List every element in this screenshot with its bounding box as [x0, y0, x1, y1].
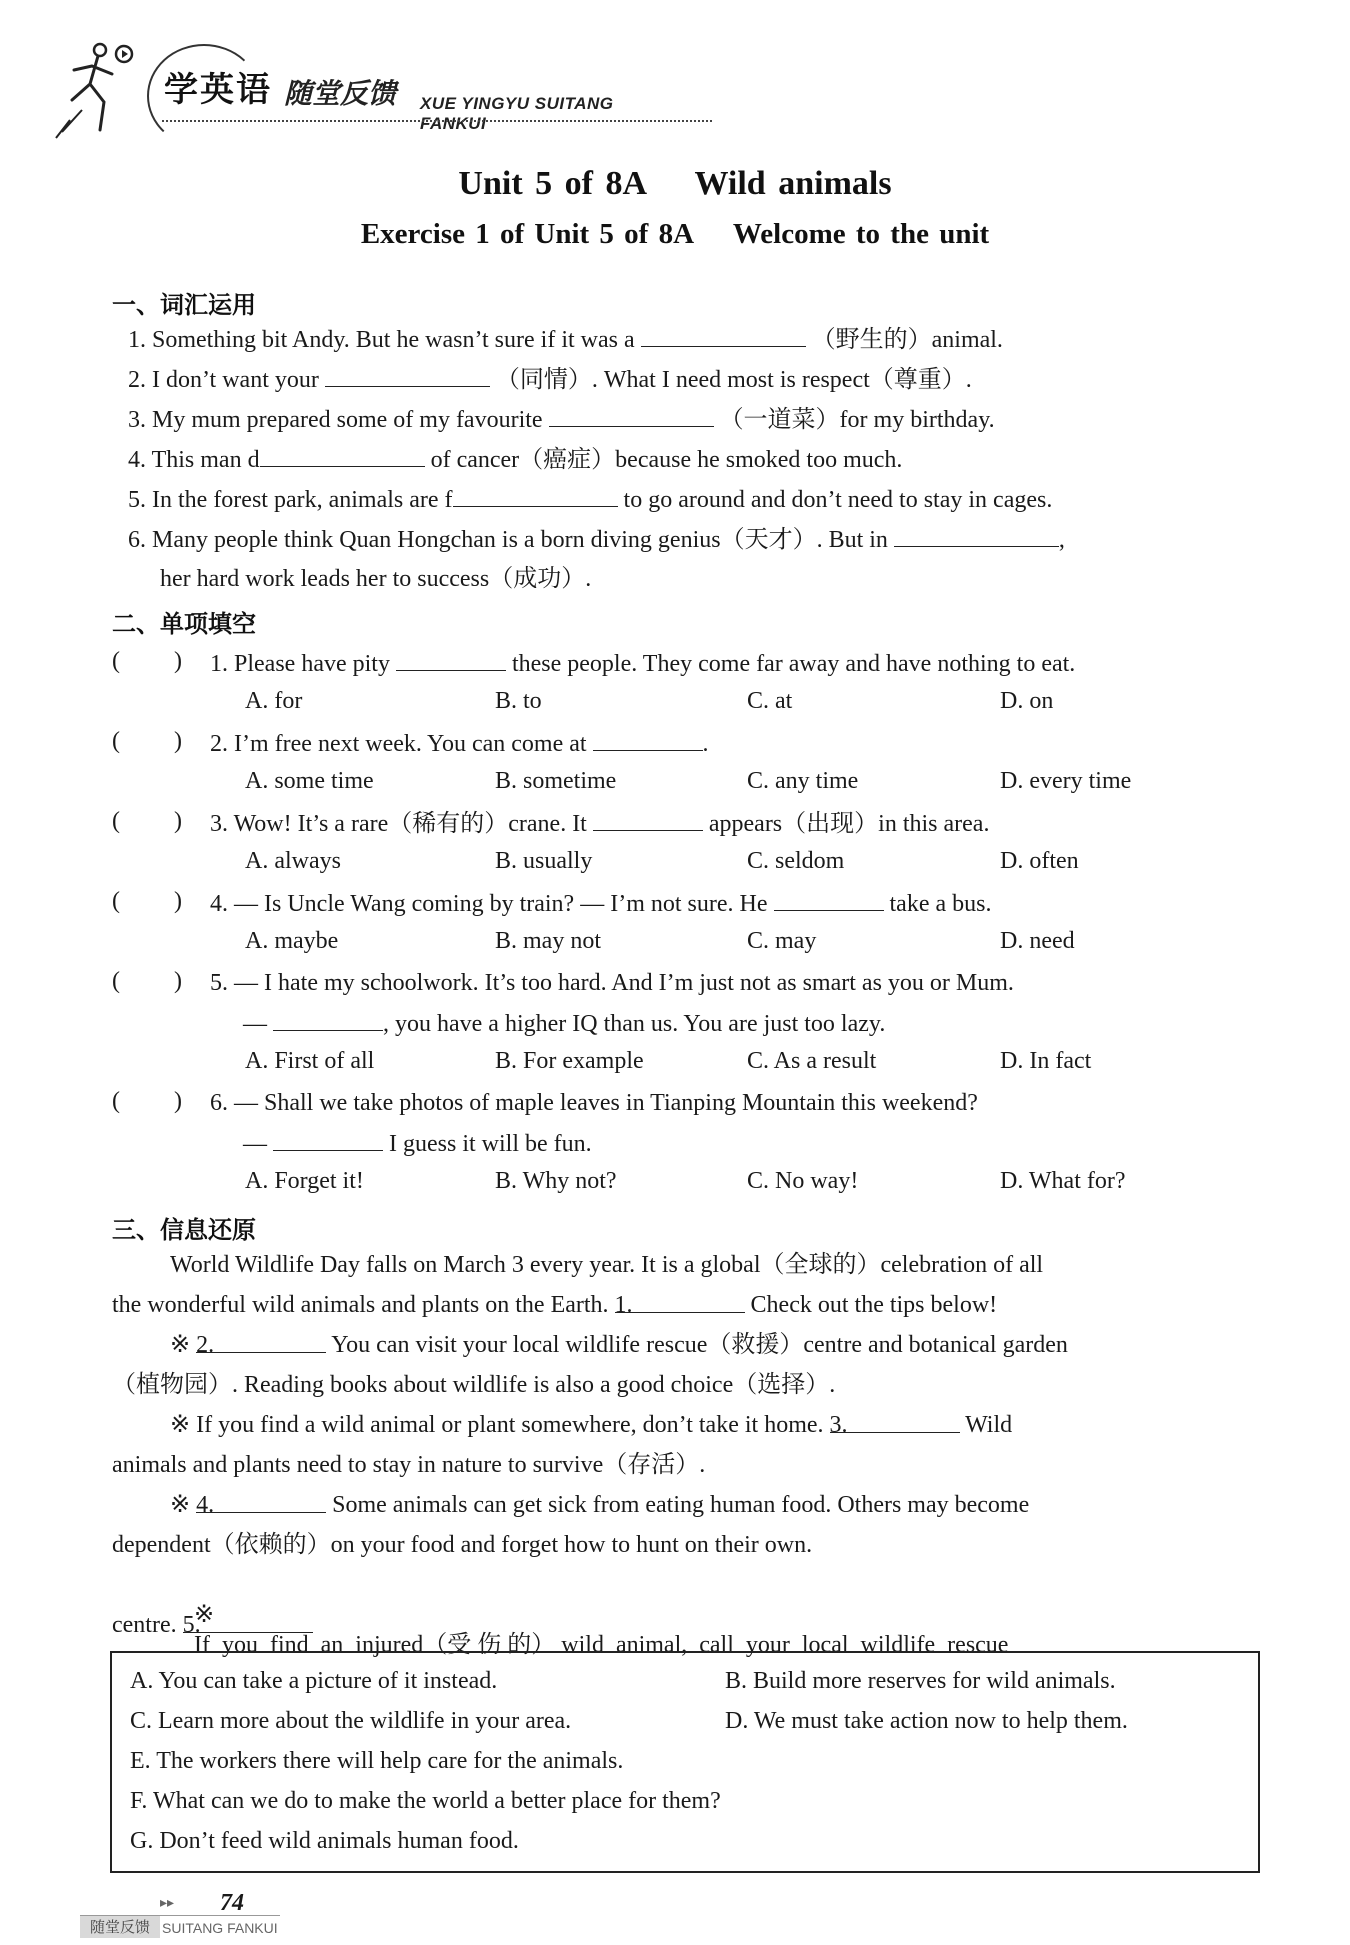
vocab-item: [128, 484, 1052, 515]
answer-blank-2[interactable]: [196, 1330, 326, 1358]
item-text: I guess it will be fun.: [389, 1131, 592, 1157]
mc-question-reply: [243, 1128, 592, 1159]
item-number: 2.: [128, 367, 146, 393]
answer-blank[interactable]: [593, 808, 703, 831]
page-number: 74: [220, 1890, 244, 1916]
vocab-item: [128, 524, 1065, 555]
option-b[interactable]: B. Why not?: [495, 1168, 617, 1194]
runner-logo-icon: [52, 40, 142, 140]
option-a[interactable]: A. maybe: [245, 928, 339, 954]
option-b[interactable]: B. usually: [495, 848, 593, 874]
item-number: 5.: [128, 487, 146, 513]
passage-text: centre.: [112, 1612, 177, 1638]
item-text: appears（出现）in this area.: [708, 811, 990, 837]
passage-line: dependent（依赖的）on your food and forget how to hunt on their own.: [112, 1532, 813, 1558]
item-number: 4.: [128, 447, 146, 473]
answer-blank[interactable]: [641, 324, 806, 347]
option-d[interactable]: D. need: [1000, 928, 1075, 954]
blank-number: 4.: [196, 1492, 215, 1518]
option-a[interactable]: A. some time: [245, 768, 374, 794]
passage-text: Some animals can get sick from eating human food. Others may become: [332, 1492, 1030, 1518]
answer-blank[interactable]: [774, 888, 884, 911]
item-text: take a bus.: [889, 891, 992, 917]
item-text: .: [702, 731, 709, 757]
item-text: （野生的）animal.: [811, 327, 1003, 353]
passage-line: [170, 1490, 1029, 1520]
box-option-e[interactable]: E. The workers there will help care for the animals.: [130, 1748, 624, 1774]
box-option-d[interactable]: D. We must take action now to help them.: [725, 1708, 1128, 1734]
item-text: to go around and don’t need to stay in cages.: [623, 487, 1053, 513]
option-b[interactable]: B. For example: [495, 1048, 644, 1074]
item-text: （同情）. What I need most is respect（尊重）.: [495, 367, 972, 393]
answer-blank-5[interactable]: [182, 1610, 313, 1638]
footer-tag: 随堂反馈: [80, 1916, 160, 1938]
item-text: Please have pity: [234, 651, 390, 677]
section1-heading: 一、词汇运用: [112, 291, 256, 319]
vocab-item: [128, 404, 995, 435]
note-mark-icon: ※: [194, 1602, 215, 1628]
blank-number: 2.: [196, 1332, 215, 1358]
answer-blank[interactable]: [549, 404, 714, 427]
answer-blank[interactable]: [453, 484, 618, 507]
option-c[interactable]: C. seldom: [747, 848, 845, 874]
mc-question-reply: [243, 1008, 885, 1039]
item-number: 5.: [210, 970, 228, 996]
brand-pinyin: XUE YINGYU SUITANG FANKUI: [420, 94, 614, 133]
item-number: 1.: [210, 651, 228, 677]
passage-line: [112, 1610, 313, 1640]
answer-bracket[interactable]: ( ): [112, 888, 182, 914]
item-text: This man d: [151, 447, 260, 473]
passage-text: Wild: [965, 1412, 1013, 1438]
item-text: Something bit Andy. But he wasn’t sure if it was a: [152, 327, 635, 353]
item-number: 3.: [128, 407, 146, 433]
mc-question: [210, 648, 1075, 679]
passage-line: [112, 1290, 997, 1320]
brand-dotted-rule: [162, 120, 712, 122]
item-number: 2.: [210, 731, 228, 757]
mc-question: [210, 968, 1014, 998]
answer-blank[interactable]: [325, 364, 490, 387]
option-c[interactable]: C. at: [747, 688, 793, 714]
box-option-c[interactable]: C. Learn more about the wildlife in your area.: [130, 1708, 572, 1734]
dash: —: [243, 1131, 267, 1157]
item-text: , you have a higher IQ than us. You are just too lazy.: [383, 1011, 886, 1037]
brand-header: [52, 32, 672, 142]
answer-blank-1[interactable]: [614, 1290, 745, 1318]
item-text: these people. They come far away and have nothing to eat.: [511, 651, 1076, 677]
item-text: （一道菜）for my birthday.: [719, 407, 995, 433]
item-number: 4.: [210, 891, 228, 917]
note-mark-icon: ※: [170, 1332, 191, 1358]
item-text: — Is Uncle Wang coming by train? — I’m not sure. He: [234, 891, 768, 917]
box-option-g[interactable]: G. Don’t feed wild animals human food.: [130, 1828, 519, 1854]
vocab-item: [128, 364, 972, 395]
answer-blank[interactable]: [396, 648, 506, 671]
answer-bracket[interactable]: ( ): [112, 728, 182, 754]
box-option-b[interactable]: B. Build more reserves for wild animals.: [725, 1668, 1116, 1694]
option-a[interactable]: A. always: [245, 848, 341, 874]
option-c[interactable]: C. may: [747, 928, 817, 954]
passage-text: If you find an injured（受 伤 的） wild animal, call your local wildlife rescue: [194, 1632, 1009, 1658]
dash: —: [243, 1011, 267, 1037]
option-c[interactable]: C. No way!: [747, 1168, 859, 1194]
blank-number: 1.: [614, 1292, 633, 1318]
option-a[interactable]: A. First of all: [245, 1048, 375, 1074]
answer-bracket[interactable]: ( ): [112, 648, 182, 674]
section2-heading: 二、单项填空: [112, 610, 256, 638]
brand-subtitle: 随堂反馈: [284, 77, 397, 110]
mc-question: [210, 1088, 978, 1118]
item-text: of cancer（癌症）because he smoked too much.: [430, 447, 903, 473]
item-text: — I hate my schoolwork. It’s too hard. And I’m just not as smart as you or Mum.: [234, 970, 1014, 996]
item-text: — Shall we take photos of maple leaves in Tianping Mountain this weekend?: [234, 1090, 978, 1116]
item-text: Wow! It’s a rare（稀有的）crane. It: [233, 811, 587, 837]
item-number: 6.: [128, 527, 146, 553]
item-text: I’m free next week. You can come at: [234, 731, 587, 757]
answer-blank[interactable]: [273, 1008, 383, 1031]
answer-bracket[interactable]: ( ): [112, 808, 182, 834]
brand-title: 学英语: [164, 70, 272, 110]
note-mark-icon: ※: [170, 1492, 191, 1518]
answer-blank-4[interactable]: [196, 1490, 326, 1518]
blank-number: 3.: [829, 1412, 848, 1438]
box-option-f[interactable]: F. What can we do to make the world a better place for them?: [130, 1788, 721, 1814]
answer-bracket[interactable]: ( ): [112, 1088, 182, 1114]
item-number: 3.: [210, 811, 228, 837]
mc-question: [210, 888, 991, 919]
unit-title: Unit 5 of 8A Wild animals: [458, 165, 892, 202]
passage-line: [170, 1330, 1068, 1360]
passage-text: Check out the tips below!: [750, 1292, 998, 1318]
passage-line: World Wildlife Day falls on March 3 every year. It is a global（全球的）celebration of all: [170, 1252, 1044, 1278]
option-b[interactable]: B. to: [495, 688, 542, 714]
vocab-item: [128, 444, 902, 475]
option-d[interactable]: D. What for?: [1000, 1168, 1126, 1194]
exercise-title: Exercise 1 of Unit 5 of 8A Welcome to the unit: [360, 218, 990, 250]
passage-text: the wonderful wild animals and plants on the Earth.: [112, 1292, 609, 1318]
answer-blank[interactable]: [260, 444, 425, 467]
passage-line: [170, 1410, 1012, 1440]
mc-question: [210, 808, 989, 839]
footer-arrows-icon: ▸▸: [160, 1895, 175, 1911]
option-a[interactable]: A. for: [245, 688, 303, 714]
option-d[interactable]: D. often: [1000, 848, 1079, 874]
option-c[interactable]: C. As a result: [747, 1048, 877, 1074]
option-c[interactable]: C. any time: [747, 768, 859, 794]
passage-text: You can visit your local wildlife rescue（救援）centre and botanical garden: [331, 1332, 1068, 1358]
answer-blank[interactable]: [273, 1128, 383, 1151]
passage-line: （植物园）. Reading books about wildlife is also a good choice（选择）.: [112, 1372, 836, 1398]
mc-question: [210, 728, 709, 759]
item-text: My mum prepared some of my favourite: [152, 407, 543, 433]
passage-text: If you find a wild animal or plant somewhere, don’t take it home.: [196, 1412, 824, 1438]
note-mark-icon: ※: [170, 1412, 191, 1438]
option-b[interactable]: B. may not: [495, 928, 601, 954]
answer-blank-3[interactable]: [829, 1410, 960, 1438]
box-option-a[interactable]: A. You can take a picture of it instead.: [130, 1668, 498, 1694]
vocab-item-continued: her hard work leads her to success（成功）.: [160, 566, 592, 592]
item-text: I don’t want your: [152, 367, 319, 393]
passage-line: animals and plants need to stay in nature to survive（存活）.: [112, 1452, 706, 1478]
answer-bracket[interactable]: ( ): [112, 968, 182, 994]
section3-heading: 三、信息还原: [112, 1216, 256, 1244]
option-b[interactable]: B. sometime: [495, 768, 617, 794]
answer-blank[interactable]: [593, 728, 703, 751]
vocab-item: [128, 324, 1003, 355]
answer-blank[interactable]: [894, 524, 1059, 547]
option-a[interactable]: A. Forget it!: [245, 1168, 364, 1194]
item-number: 6.: [210, 1090, 228, 1116]
option-d[interactable]: D. on: [1000, 688, 1054, 714]
item-number: 1.: [128, 327, 146, 353]
blank-number: 5.: [182, 1612, 201, 1638]
option-d[interactable]: D. every time: [1000, 768, 1132, 794]
item-text: In the forest park, animals are f: [152, 487, 453, 513]
option-d[interactable]: D. In fact: [1000, 1048, 1092, 1074]
item-text: Many people think Quan Hongchan is a born diving genius（天才）. But in: [152, 527, 888, 553]
item-text: ,: [1058, 527, 1065, 553]
footer-pinyin: SUITANG FANKUI: [162, 1920, 278, 1936]
